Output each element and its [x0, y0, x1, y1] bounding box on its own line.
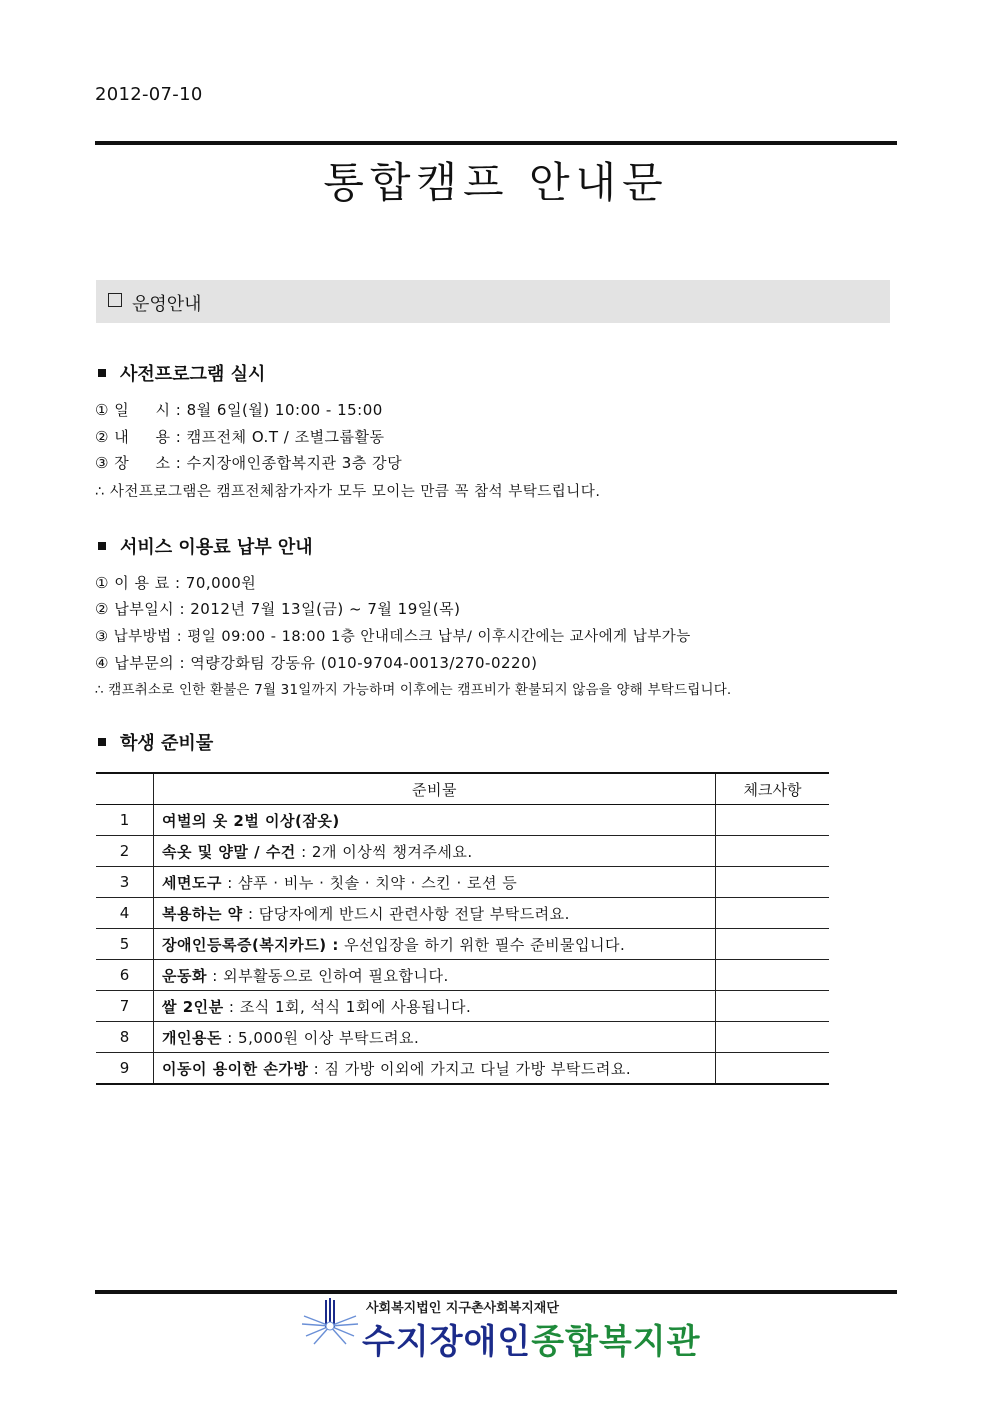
organization-name-part2: 종합복지관: [531, 1322, 701, 1362]
item-name: 세면도구: [162, 873, 222, 892]
table-row: [96, 836, 829, 867]
item-desc: : 외부활동으로 인하여 필요합니다.: [206, 966, 449, 985]
item-name: 여벌의 옷 2벌 이상(잠옷): [162, 811, 340, 830]
table-row: [96, 805, 829, 836]
bullet-square-icon: [98, 738, 106, 746]
row-number: 7: [96, 991, 154, 1022]
item-desc: : 짐 가방 이외에 가지고 다닐 가방 부탁드려요.: [308, 1059, 632, 1078]
pre-program-note: ∴ 사전프로그램은 캠프전체참가자가 모두 모이는 만큼 꼭 참석 부탁드립니다.: [95, 484, 601, 500]
item-name: 쌀 2인분: [162, 997, 224, 1016]
column-header-check: 체크사항: [716, 773, 830, 805]
pre-program-line: ③ 장 소 : 수지장애인종합복지관 3층 강당: [95, 454, 403, 472]
row-number: 9: [96, 1053, 154, 1085]
row-number: 3: [96, 867, 154, 898]
check-cell[interactable]: [716, 805, 830, 836]
table-row: [96, 1022, 829, 1053]
table-header-row: [96, 773, 829, 805]
row-item: [154, 991, 716, 1022]
section-label: 운영안내: [132, 294, 202, 315]
row-number: 8: [96, 1022, 154, 1053]
bottom-divider: [95, 1290, 897, 1294]
organization-name-part1: 수지장애인: [362, 1322, 532, 1362]
document-date: 2012-07-10: [95, 84, 203, 105]
row-item: [154, 929, 716, 960]
check-cell[interactable]: [716, 960, 830, 991]
fee-line: ④ 납부문의 : 역량강화팀 강동유 (010-9704-0013/270-0220): [95, 654, 538, 672]
pre-program-line: ① 일 시 : 8월 6일(월) 10:00 - 15:00: [95, 401, 383, 419]
top-divider: [95, 141, 897, 145]
heading-fee: [98, 533, 313, 559]
row-number: 1: [96, 805, 154, 836]
bullet-square-icon: [98, 369, 106, 377]
row-item: [154, 867, 716, 898]
item-desc: : 5,000원 이상 부탁드려요.: [221, 1028, 420, 1047]
item-desc: 우선입장을 하기 위한 필수 준비물입니다.: [338, 935, 626, 954]
fee-note: ∴ 캠프취소로 인한 환불은 7월 31일까지 가능하며 이후에는 캠프비가 환불되지 않음을 양해 부탁드립니다.: [95, 682, 732, 698]
table-row: [96, 1053, 829, 1085]
row-item: [154, 836, 716, 867]
item-name: 운동화: [162, 966, 207, 985]
check-cell[interactable]: [716, 1053, 830, 1085]
table-row: [96, 960, 829, 991]
heading-text: 사전프로그램 실시: [120, 364, 266, 385]
organization-logo-icon: [300, 1296, 360, 1356]
row-item: [154, 805, 716, 836]
heading-supplies: [98, 729, 213, 755]
check-cell[interactable]: [716, 1022, 830, 1053]
fee-line: ③ 납부방법 : 평일 09:00 - 18:00 1층 안내데스크 납부/ 이후시간에는 교사에게 납부가능: [95, 629, 691, 645]
row-item: [154, 960, 716, 991]
row-item: [154, 1022, 716, 1053]
fee-line: ① 이 용 료 : 70,000원: [95, 574, 257, 592]
item-name: 속옷 및 양말 / 수건: [162, 842, 296, 861]
item-name: 개인용돈: [162, 1028, 222, 1047]
table-row: [96, 929, 829, 960]
item-desc: : 샴푸 · 비누 · 칫솔 · 치약 · 스킨 · 로션 등: [221, 873, 518, 892]
item-name: 이동이 용이한 손가방: [162, 1059, 309, 1078]
check-cell[interactable]: [716, 836, 830, 867]
check-cell[interactable]: [716, 991, 830, 1022]
checkbox-square-icon: [108, 293, 122, 307]
table-row: [96, 867, 829, 898]
check-cell[interactable]: [716, 898, 830, 929]
supplies-table: [96, 772, 829, 1085]
row-number: 4: [96, 898, 154, 929]
fee-line: ② 납부일시 : 2012년 7월 13일(금) ~ 7월 19일(목): [95, 600, 461, 618]
row-number: 2: [96, 836, 154, 867]
heading-pre-program: [98, 360, 265, 386]
page-title: 통합캠프 안내문: [323, 158, 669, 207]
table-row: [96, 991, 829, 1022]
bullet-square-icon: [98, 542, 106, 550]
section-header-operation: [96, 280, 890, 323]
row-item: [154, 1053, 716, 1085]
row-number: 6: [96, 960, 154, 991]
item-desc: : 조식 1회, 석식 1회에 사용됩니다.: [223, 997, 472, 1016]
row-number: 5: [96, 929, 154, 960]
heading-text: 학생 준비물: [120, 733, 214, 754]
column-header-item: 준비물: [154, 773, 716, 805]
table-row: [96, 898, 829, 929]
heading-text: 서비스 이용료 납부 안내: [120, 537, 313, 558]
row-item: [154, 898, 716, 929]
check-cell[interactable]: [716, 929, 830, 960]
item-name: 장애인등록증(복지카드) :: [162, 935, 339, 954]
item-name: 복용하는 약: [162, 904, 243, 923]
organization-name: [362, 1314, 700, 1363]
organization-subtitle: 사회복지법인 지구촌사회복지재단: [366, 1301, 559, 1316]
item-desc: : 2개 이상씩 챙겨주세요.: [295, 842, 473, 861]
check-cell[interactable]: [716, 867, 830, 898]
item-desc: : 담당자에게 반드시 관련사항 전달 부탁드려요.: [242, 904, 570, 923]
column-header-number: [96, 773, 154, 805]
pre-program-line: ② 내 용 : 캠프전체 O.T / 조별그룹활동: [95, 428, 385, 446]
